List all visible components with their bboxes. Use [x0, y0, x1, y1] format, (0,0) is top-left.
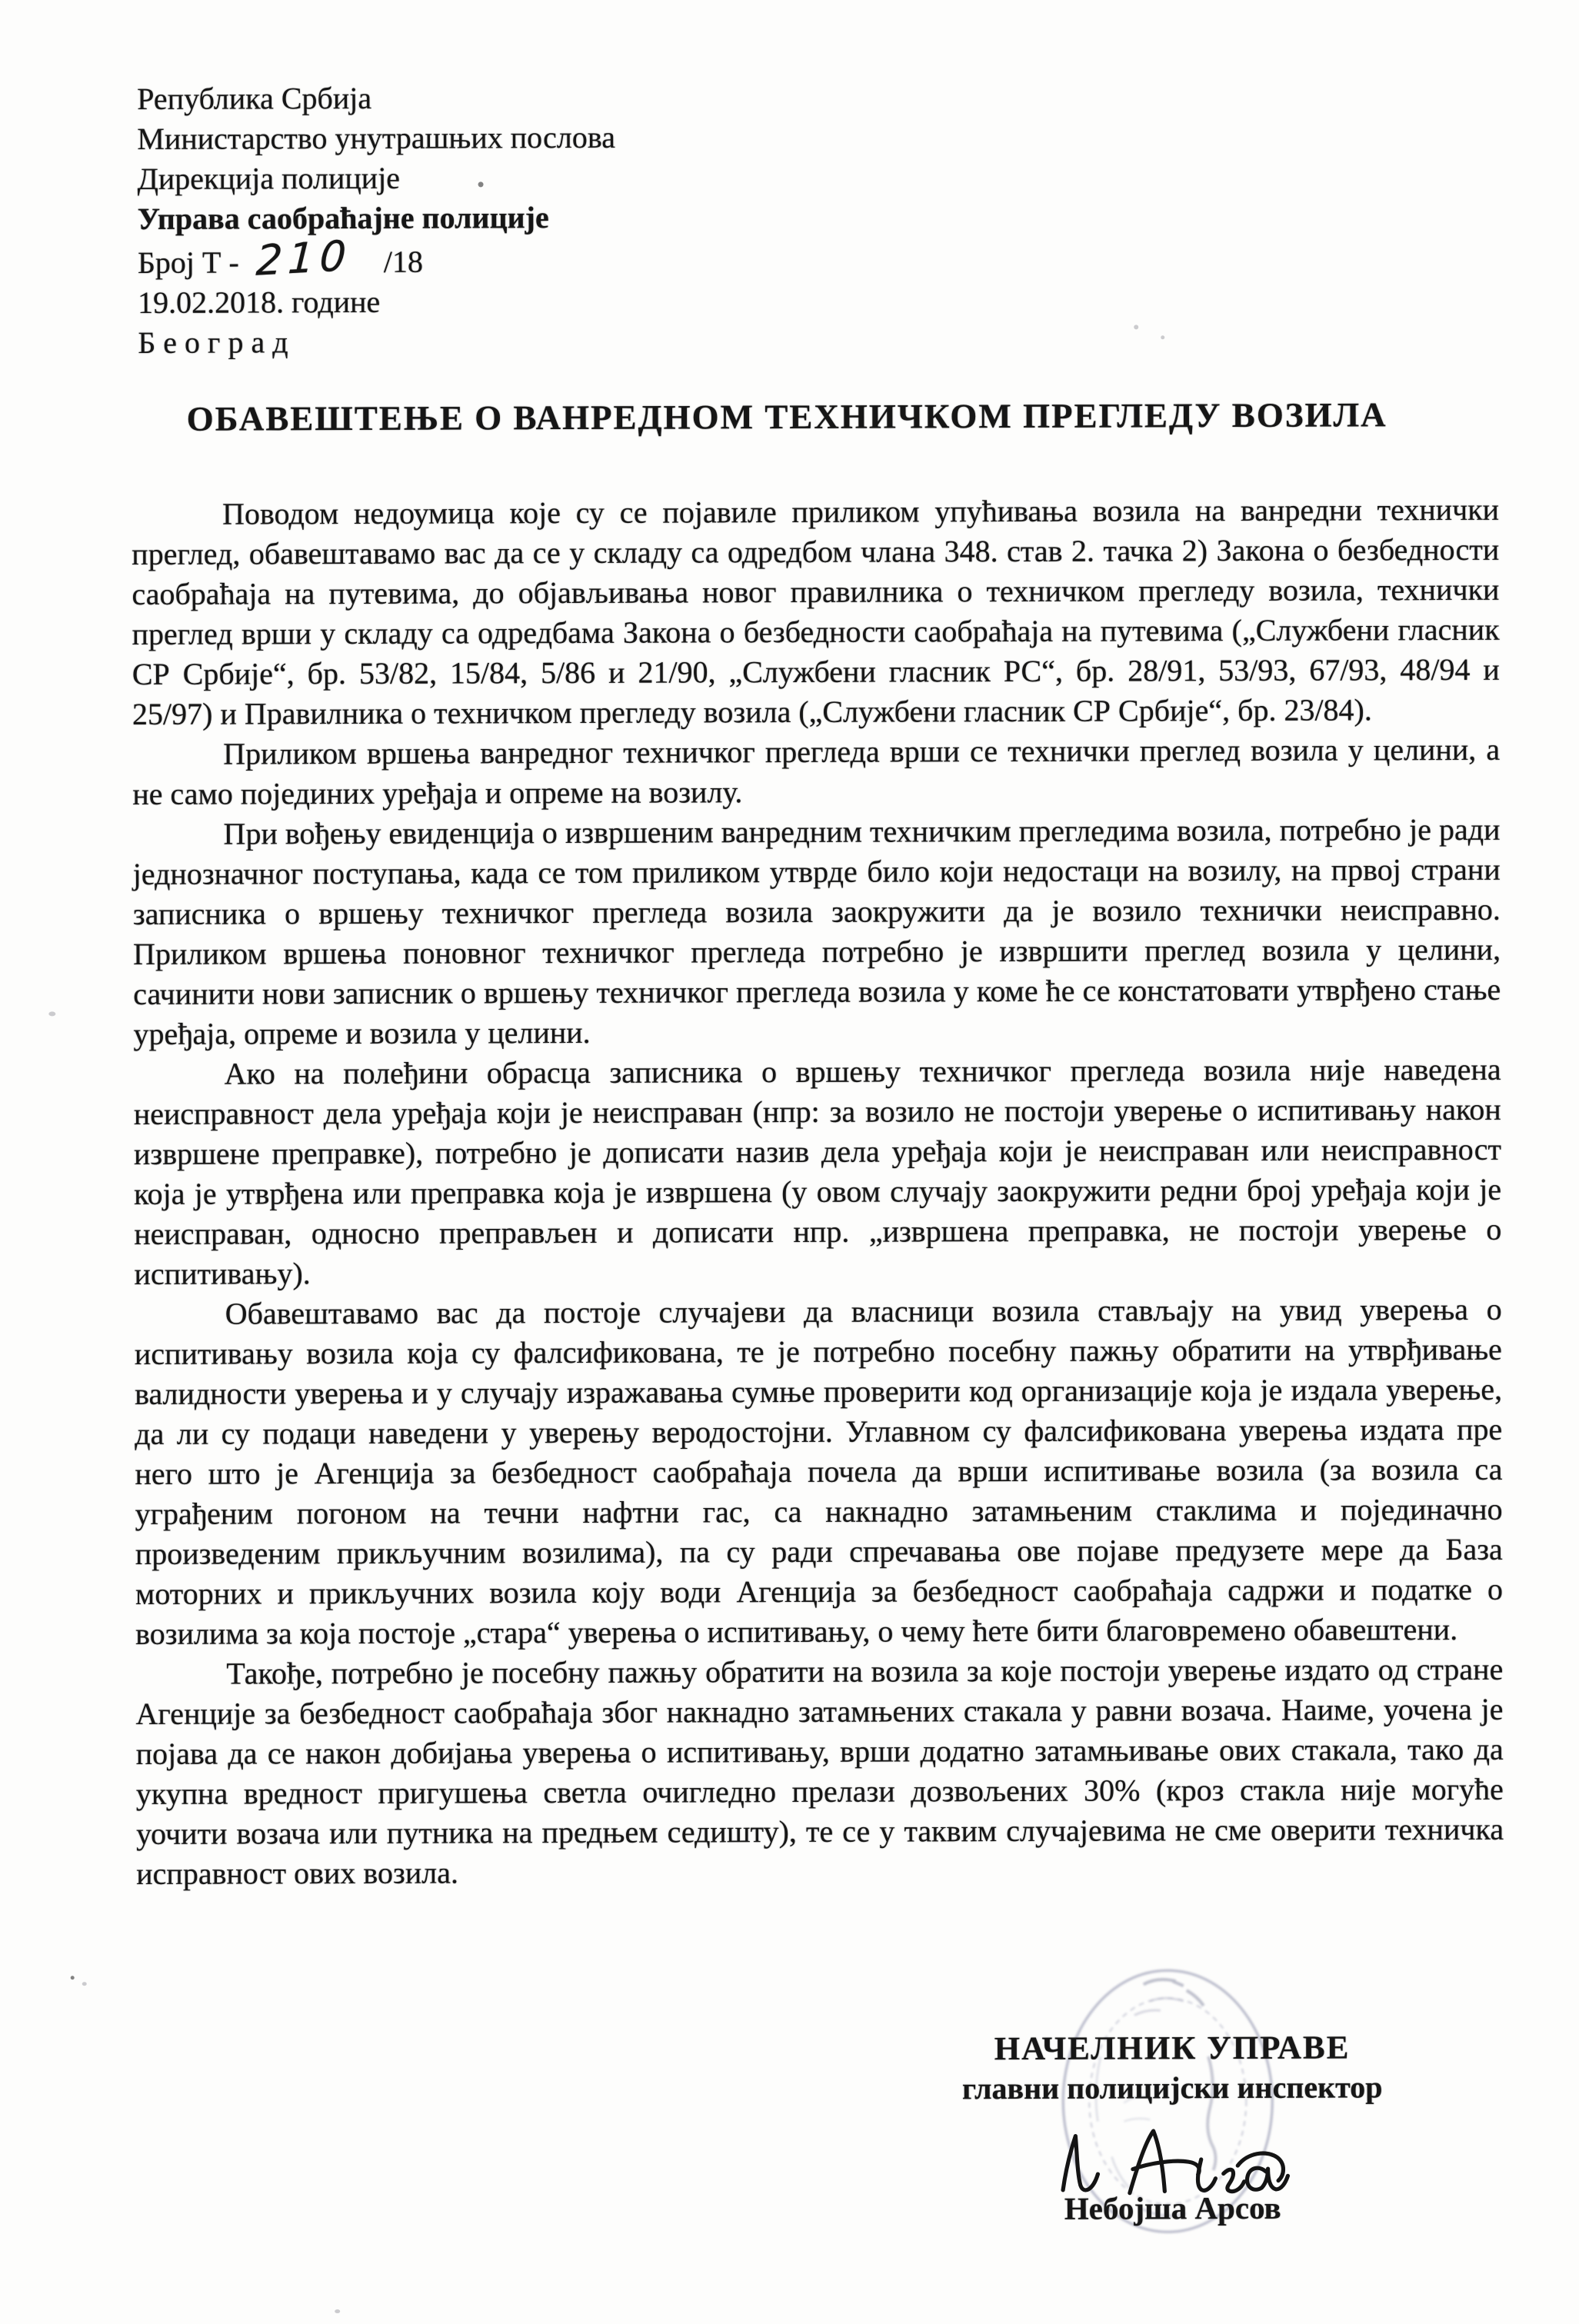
letterhead-administration: Управа саобраћајне полиције: [137, 200, 549, 236]
scan-speck: [478, 181, 484, 187]
paragraph-4: Ако на полеђини обрасца записника о вршењу техничког прегледа возила није наведена неисправност дела уређаја који је неисправан (нпр: за возило не постоји уверење о испитивању након извршене преправке), потребно је дописати назив дела уређаја који је неисправан или неисправност која је утврђена или преправка која је извршена (у овом случају заокружити редни број уређаја који је неисправан, односно преправљен и дописати нпр. „извршена преправка, не постоји уверење о испитивању).: [133, 1051, 1502, 1291]
document-title: ОБАВЕШТЕЊЕ О ВАНРЕДНОМ ТЕХНИЧКОМ ПРЕГЛЕДУ ВОЗИЛА: [186, 395, 1387, 438]
document-city: Б е о г р а д: [138, 325, 288, 360]
signer-role-rank: главни полицијски инспектор: [961, 2069, 1383, 2106]
scan-speck: [335, 2309, 340, 2313]
letterhead-ministry: Министарство унутрашњих послова: [137, 119, 616, 156]
document-number-suffix: /18: [383, 244, 424, 279]
signature-block: [880, 2028, 1465, 2229]
letterhead-country: Република Србија: [137, 80, 372, 116]
scan-speck: [1161, 335, 1164, 339]
signer-role-title: НАЧЕЛНИК УПРАВЕ: [994, 2029, 1351, 2068]
document-body: [132, 490, 1504, 1894]
paragraph-6: Такође, потребно је посебну пажњу обратити на возила за које постоји уверење издато од стране Агенције за безбедност саобраћаја због накнадно затамњених стакала у равни возача. Наиме, уочена је појава да се након добијања уверења о испитивању, врши додатно затамњивање ових стакала, тако да укупна вредност пригушења светла очигледно прелази дозвољених 30% (кроз стакла није могуће уочити возача или путника на предњем седишту), те се у таквим случајевима не сме оверити техничка исправност ових возила.: [135, 1651, 1504, 1891]
document-number-line: [137, 231, 616, 285]
letterhead: [137, 78, 616, 363]
paragraph-3: При вођењу евиденција о извршеним ванредним техничким прегледима возила, потребно је ради једнозначног поступања, када се том приликом утврде било који недостаци на возилу, на првој страни записника о вршењу техничког прегледа возила заокружити да је возило технички неисправно. Приликом вршења поновног техничког прегледа потребно је извршити преглед возила у целини, сачинити нови записник о вршењу техничког прегледа возила у коме ће се констатовати утврђено стање уређаја, опреме и возила у целини.: [132, 811, 1501, 1051]
document-date: 19.02.2018. године: [138, 284, 381, 320]
handwritten-document-number: 210: [255, 231, 353, 285]
scan-speck: [48, 1011, 55, 1016]
paragraph-1: Поводом недоумица које су се појавиле приликом упућивања возила на ванредни технички преглед, обавештавамо вас да се у складу са одредбом члана 348. став 2. тачка 2) Закона о безбедности саобраћаја на путевима, до објављивања новог правилника о техничком прегледу возила, технички преглед врши у складу са одредбама Закона о безбедности саобраћаја на путевима („Службени гласник СР Србије“, бр. 53/82, 15/84, 5/86 и 21/90, „Службени гласник РС“, бр. 28/91, 53/93, 67/93, 48/94 и 25/97) и Правилника о техничком прегледу возила („Службени гласник СР Србије“, бр. 23/84).: [132, 491, 1500, 731]
letterhead-directorate: Дирекција полиције: [137, 160, 401, 196]
document-number-label: Број Т -: [137, 245, 239, 280]
paragraph-2: Приликом вршења ванредног техничког прегледа врши се технички преглед возила у целини, а не само појединих уређаја и опреме на возилу.: [132, 731, 1501, 811]
scan-speck: [1134, 325, 1138, 329]
scan-speck: [82, 1982, 87, 1986]
scan-speck: [71, 1976, 75, 1979]
paragraph-5: Обавештавамо вас да постоје случајеви да власници возила стављају на увид уверења о испитивању возила која су фалсификована, те је потребно посебну пажњу обратити на утврђивање валидности уверења и у случају изражавања сумње проверити код организације која је издала уверење, да ли су подаци наведени у уверењу веродостојни. Углавном су фалсификована уверења издата пре него што је Агенција за безбедност саобраћаја почела да врши испитивање возила (за возила са уграђеним погоном на течни нафтни гас, са накнадно затамњеним стаклима и појединачно произведеним прикључним возилима), па су ради спречавања ове појаве предузете мере да База моторних и прикључних возила коју води Агенција за безбедност саобраћаја садржи и податке о возилима за која постоје „стара“ уверења о испитивању, о чему ћете бити благовремено обавештени.: [134, 1291, 1504, 1651]
signer-name: Небојша Арсов: [1064, 2189, 1281, 2226]
